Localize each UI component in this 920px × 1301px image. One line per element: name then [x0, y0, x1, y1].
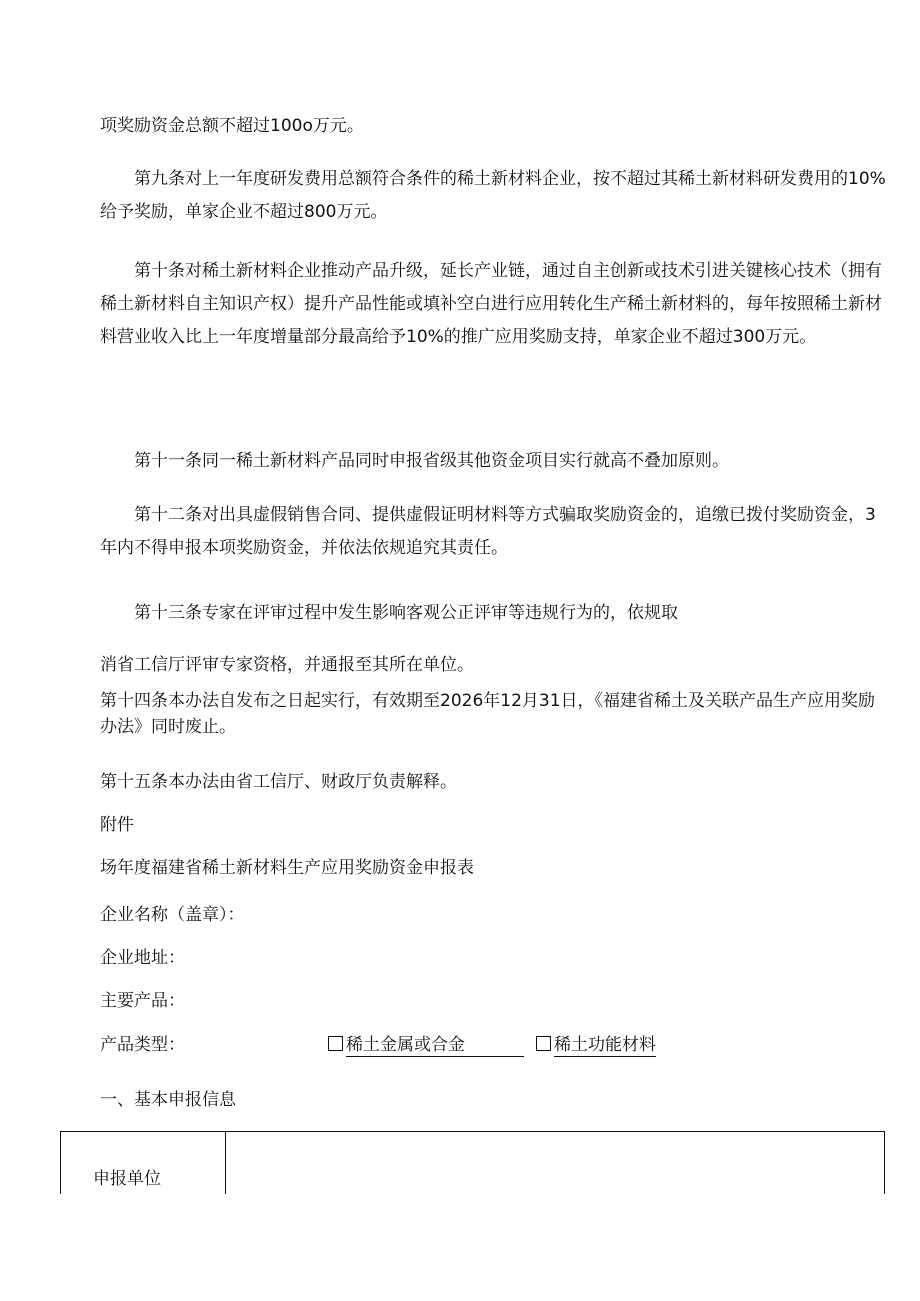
- table-column-divider: [225, 1132, 226, 1194]
- paragraph-continued: 项奖励资金总额不超过100o万元。: [100, 116, 364, 136]
- form-title: 场年度福建省稀土新材料生产应用奖励资金申报表: [100, 858, 474, 878]
- product-type-label: 产品类型：: [100, 1035, 185, 1055]
- main-products-label: 主要产品：: [100, 991, 185, 1011]
- article-13-line-2: 消省工信厅评审专家资格，并通报至其所在单位。: [100, 655, 474, 675]
- option-rare-earth-metal-alloy[interactable]: 稀土金属或合金: [328, 1032, 524, 1058]
- checkbox-icon[interactable]: [536, 1036, 551, 1051]
- article-14: 第十四条本办法自发布之日起实行，有效期至2026年12月31日，《福建省稀土及关联产品生产应用奖励办法》同时废止。: [100, 691, 876, 737]
- article-12: 第十二条对出具虚假销售合同、提供虚假证明材料等方式骗取奖励资金的，追缴已拨付奖励资金，3年内不得申报本项奖励资金，并依法依规追究其责任。: [100, 505, 876, 558]
- attachment-label: 附件: [100, 815, 134, 835]
- option-rare-earth-functional-material[interactable]: 稀土功能材料: [536, 1032, 656, 1058]
- company-address-label: 企业地址：: [100, 948, 185, 968]
- article-11: 第十一条同一稀土新材料产品同时申报省级其他资金项目实行就高不叠加原则。: [134, 451, 729, 471]
- table-row-label-applicant: 申报单位: [93, 1169, 161, 1189]
- article-13-line-1: 第十三条专家在评审过程中发生影响客观公正评审等违规行为的，依规取: [134, 603, 678, 623]
- company-name-label: 企业名称（盖章）：: [100, 905, 245, 925]
- section-heading-basic-info: 一、基本申报信息: [100, 1090, 236, 1110]
- article-15: 第十五条本办法由省工信厅、财政厅负责解释。: [100, 772, 457, 792]
- basic-info-table: [60, 1131, 885, 1194]
- article-9: 第九条对上一年度研发费用总额符合条件的稀土新材料企业，按不超过其稀土新材料研发费用的10%给予奖励，单家企业不超过800万元。: [100, 169, 886, 222]
- checkbox-icon[interactable]: [328, 1036, 343, 1051]
- article-10: 第十条对稀土新材料企业推动产品升级，延长产业链，通过自主创新或技术引进关键核心技术（拥有稀土新材料自主知识产权）提升产品性能或填补空白进行应用转化生产稀土新材料的，每年按照稀土新材料营业收入比上一年度增量部分最高给予10%的推广应用奖励支持，单家企业不超过300万元。: [100, 261, 882, 347]
